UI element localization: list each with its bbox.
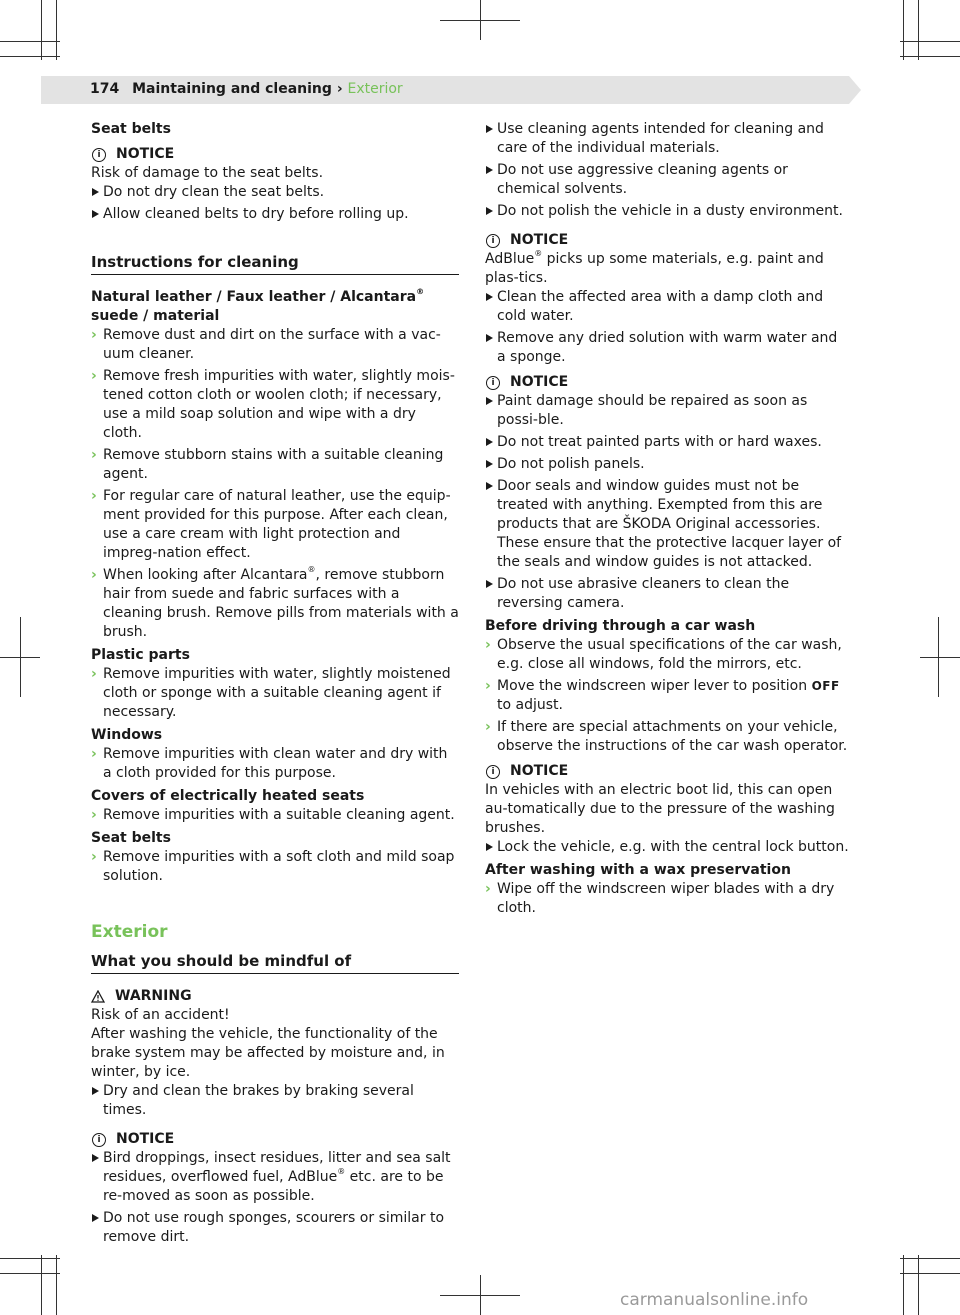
instructions-heading: Instructions for cleaning [91,253,459,275]
breadcrumb [90,81,403,97]
info-icon: i [486,376,500,390]
crop-mark [900,56,960,57]
chevron-right-icon: › [91,746,97,762]
crop-mark [900,1258,960,1259]
chevron-right-icon: › [485,719,491,735]
crop-mark [440,20,520,21]
notice-text: In vehicles with an electric boot lid, this can open au-tomatically due to the pressure of the washing brushes. [485,782,835,836]
crop-mark [918,1255,919,1315]
breadcrumb-current: Exterior [347,81,403,97]
list-item: Do not polish panels. [485,455,850,474]
windows-heading: Windows [91,727,163,743]
list-item: › Remove stubborn stains with a suitable cleaning agent. [91,447,444,482]
list-item: Bird droppings, insect residues, litter and sea salt residues, overflowed fuel, AdBlue® etc. are to be re-moved as soon as possible. [91,1149,459,1206]
notice-title: i NOTICE [485,373,850,392]
notice-title: i NOTICE [485,231,850,250]
list-item: Door seals and window guides must not be treated with anything. Exempted from this are products that are ŠKODA Original accessories. These ensure that the protective lacquer layer of the seals and window guides is not attacked. [485,477,850,572]
warning-text: Risk of an accident! [91,1007,230,1023]
list-item: Remove any dried solution with warm water and a sponge. [485,329,850,367]
wax-heading: After washing with a wax preservation [485,862,791,878]
list-item: › If there are special attachments on your vehicle, observe the instructions of the car wash operator. [485,719,848,754]
crop-mark [440,1295,520,1296]
chevron-right-icon: › [91,567,97,583]
notice-title: i NOTICE [91,145,459,164]
list-item: Do not polish the vehicle in a dusty environment. [485,202,850,221]
list-item: › Wipe off the windscreen wiper blades with a dry cloth. [485,881,835,916]
crop-mark [0,56,60,57]
list-item: › Move the windscreen wiper lever to position OFF to adjust. [485,678,840,713]
leather-heading: Natural leather / Faux leather / Alcantara® suede / material [91,287,425,324]
off-position-label: OFF [811,679,840,693]
breadcrumb-section[interactable]: Maintaining and cleaning [132,81,332,97]
watermark: carmanualsonline.info [620,1290,809,1310]
info-icon: i [486,765,500,779]
notice-title: i NOTICE [485,762,850,781]
chevron-right-icon: › [91,807,97,823]
list-item: › Remove impurities with water, slightly moistened cloth or sponge with a suitable cleaning agent if necessary. [91,666,451,720]
list-item: Do not use abrasive cleaners to clean the reversing camera. [485,575,850,613]
info-icon: i [92,1133,106,1147]
list-item: › For regular care of natural leather, use the equip-ment provided for this purpose. After each clean, use a care cream with light protection and impreg-nation effect. [91,488,451,561]
list-item: › Observe the usual specifications of the car wash, e.g. close all windows, fold the mirrors, etc. [485,637,842,672]
crop-mark [56,0,57,60]
chevron-right-icon: › [91,488,97,504]
crop-mark [41,0,42,60]
chevron-right-icon: › [91,368,97,384]
crop-mark [920,657,960,658]
list-item: › Remove fresh impurities with water, slightly mois-tened cotton cloth or woolen cloth; if necessary, use a mild soap solution and wipe with a dry cloth. [91,368,455,441]
notice-text: AdBlue® picks up some materials, e.g. paint and plas-tics. [485,249,824,286]
list-item: › Remove impurities with a soft cloth and mild soap solution. [91,849,455,884]
right-column [485,120,850,918]
list-item: › When looking after Alcantara®, remove stubborn hair from suede and fabric surfaces with a cleaning brush. Remove pills from materials with a brush. [91,565,459,640]
crop-mark [0,41,60,42]
page-number: 174 [90,81,120,97]
notice-title: i NOTICE [91,1130,459,1149]
left-column [91,120,459,1247]
crop-mark [56,1255,57,1315]
breadcrumb-separator: › [336,81,343,97]
warning-text: After washing the vehicle, the functionality of the brake system may be affected by moisture and, in winter, by ice. [91,1026,445,1080]
plastic-heading: Plastic parts [91,647,190,663]
chevron-right-icon: › [485,678,491,694]
list-item: Paint damage should be repaired as soon as possi-ble. [485,392,850,430]
list-item: Clean the affected area with a damp cloth and cold water. [485,288,850,326]
carwash-heading: Before driving through a car wash [485,618,756,634]
list-item: Allow cleaned belts to dry before rolling up. [91,205,459,224]
crop-mark [0,1258,60,1259]
chevron-right-icon: › [91,327,97,343]
info-icon: i [486,234,500,248]
warning-triangle-icon [91,990,105,1003]
chevron-right-icon: › [91,849,97,865]
mindful-heading: What you should be mindful of [91,952,459,974]
crop-mark [41,1255,42,1315]
list-item: › Remove impurities with a suitable cleaning agent. [91,807,455,823]
warning-title: WARNING [91,987,459,1006]
chevron-right-icon: › [91,447,97,463]
chevron-right-icon: › [485,637,491,653]
info-icon: i [92,148,106,162]
list-item: › Remove impurities with clean water and dry with a cloth provided for this purpose. [91,746,448,781]
chevron-right-icon: › [485,881,491,897]
list-item: Do not use aggressive cleaning agents or chemical solvents. [485,161,850,199]
crop-mark [0,657,40,658]
crop-mark [0,1273,60,1274]
list-item: › Remove dust and dirt on the surface with a vac-uum cleaner. [91,327,441,362]
page-header-arrow [849,76,861,104]
crop-mark [900,41,960,42]
notice-text: Risk of damage to the seat belts. [91,165,324,181]
list-item: Lock the vehicle, e.g. with the central lock button. [485,838,850,857]
chapter-title: Exterior [91,922,168,942]
list-item: Dry and clean the brakes by braking several times. [91,1082,459,1120]
list-item: Do not dry clean the seat belts. [91,183,459,202]
chevron-right-icon: › [91,666,97,682]
seatbelts-heading: Seat belts [91,121,171,137]
crop-mark [903,1255,904,1315]
list-item: Do not treat painted parts with or hard waxes. [485,433,850,452]
list-item: Do not use rough sponges, scourers or similar to remove dirt. [91,1209,459,1247]
list-item: Use cleaning agents intended for cleaning and care of the individual materials. [485,120,850,158]
covers-heading: Covers of electrically heated seats [91,788,365,804]
seatbelts2-heading: Seat belts [91,830,171,846]
crop-mark [903,0,904,60]
crop-mark [900,1273,960,1274]
crop-mark [918,0,919,60]
